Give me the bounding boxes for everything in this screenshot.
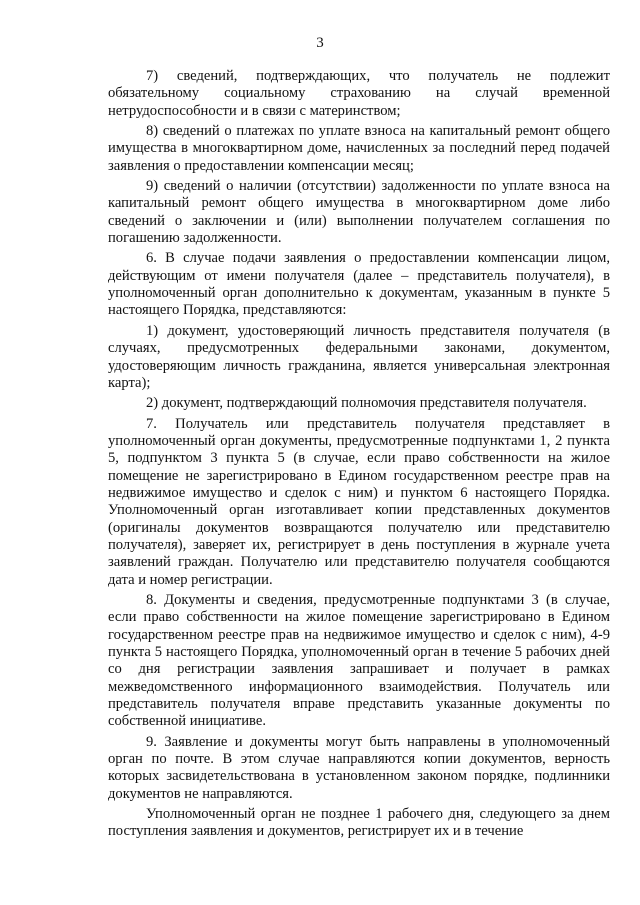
- paragraph-item-8: 8) сведений о платежах по уплате взноса на капитальный ремонт общего имущества в многоквартирном доме, начисленных за последний перед подачей заявления о предоставлении компенсации месяц;: [108, 123, 610, 174]
- page-number: 3: [316, 35, 324, 51]
- paragraph-item-7: 7) сведений, подтверждающих, что получатель не подлежит обязательному социальному страхованию на случай временной нетрудоспособности и в связи с материнством;: [108, 68, 610, 119]
- paragraph-clause-9: 9. Заявление и документы могут быть направлены в уполномоченный орган по почте. В этом случае направляются копии документов, верность которых засвидетельствована в установленном законом порядке, подлинники документов не направляются.: [108, 733, 610, 802]
- paragraph-clause-6-item-1: 1) документ, удостоверяющий личность представителя получателя (в случаях, предусмотренных федеральными законами, документом, удостоверяющим личность гражданина, является универсальная электронная карта);: [108, 322, 610, 391]
- paragraph-clause-9-continued: Уполномоченный орган не позднее 1 рабочего дня, следующего за днем поступления заявления и документов, регистрирует их и в течение: [108, 806, 610, 840]
- document-body: [108, 68, 610, 844]
- paragraph-clause-6: 6. В случае подачи заявления о предоставлении компенсации лицом, действующим от имени получателя (далее – представитель получателя), в уполномоченный орган дополнительно к документам, указанным в пункте 5 настоящего Порядка, представляются:: [108, 250, 610, 319]
- paragraph-clause-8: 8. Документы и сведения, предусмотренные подпунктами 3 (в случае, если право собственности на жилое помещение зарегистрировано в Едином государственном реестре прав на недвижимое имущество и сделок с ним), 4-9 пункта 5 настоящего Порядка, уполномоченный орган в течение 5 рабочих дней со дня регистрации заявления запрашивает и получает в рамках межведомственного информационного взаимодействия. Получатель или представитель получателя вправе представить указанные документы по собственной инициативе.: [108, 591, 610, 730]
- paragraph-clause-7: 7. Получатель или представитель получателя представляет в уполномоченный орган документы, предусмотренные подпунктами 1, 2 пункта 5, подпунктом 3 пункта 5 (в случае, если право собственности на жилое помещение не зарегистрировано в Едином государственном реестре прав на недвижимое имущество и сделок с ним) и пунктом 6 настоящего Порядка. Уполномоченный орган изготавливает копии представленных документов (оригиналы документов возвращаются получателю или представителю получателя), заверяет их, регистрирует в день поступления в журнале учета заявлений граждан. Получателю или представителю получателя сообщаются дата и номер регистрации.: [108, 415, 610, 588]
- paragraph-clause-6-item-2: 2) документ, подтверждающий полномочия представителя получателя.: [146, 395, 587, 412]
- paragraph-item-9: 9) сведений о наличии (отсутствии) задолженности по уплате взноса на капитальный ремонт общего имущества в многоквартирном доме либо сведений о заключении и (или) выполнении получателем соглашения по погашению задолженности.: [108, 178, 610, 247]
